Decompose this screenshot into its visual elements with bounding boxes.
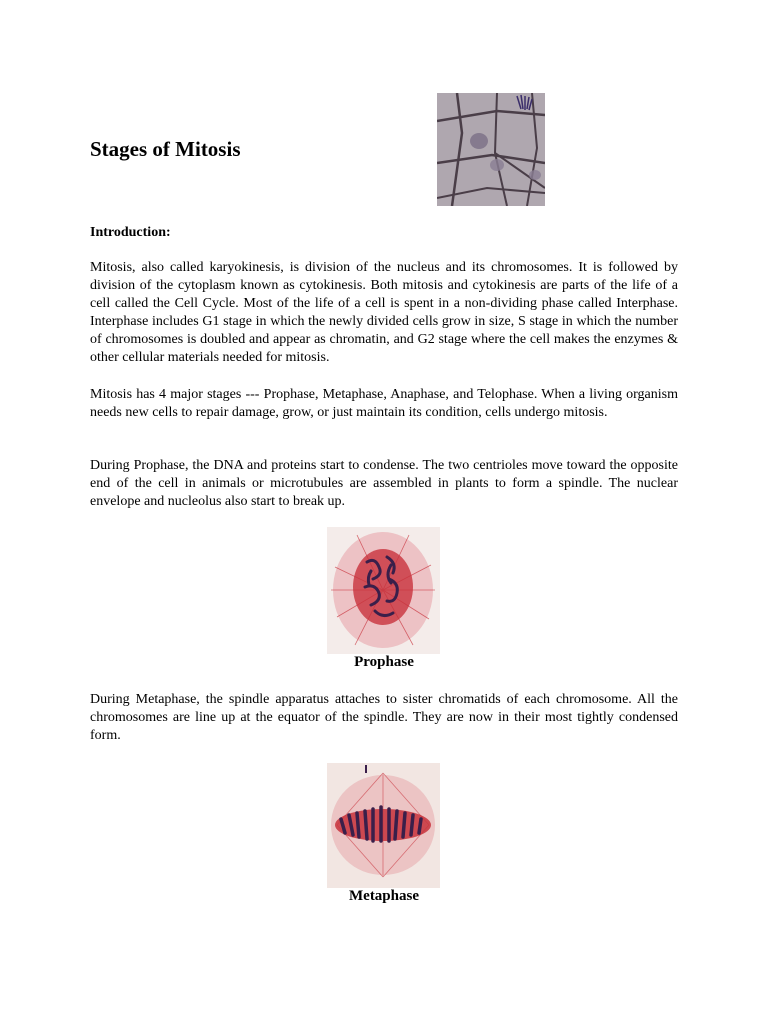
paragraph-prophase: During Prophase, the DNA and proteins start to condense. The two centrioles move toward the opposite end of the cell in animals or microtubules are assembled in plants to form a spindle. The nuclear envelope and nucleolus also start to break up. — [90, 458, 678, 509]
page-title: Stages of Mitosis — [90, 137, 241, 161]
paragraph-stages: Mitosis has 4 major stages --- Prophase, Metaphase, Anaphase, and Telophase. When a living organism needs new cells to repair damage, grow, or just maintain its condition, cells undergo mitosis. — [90, 387, 678, 420]
prophase-image — [327, 527, 440, 654]
paragraph-intro: Mitosis, also called karyokinesis, is division of the nucleus and its chromosomes. It is followed by division of the cytoplasm known as cytokinesis. Both mitosis and cytokinesis are parts of the life of a cell called the Cell Cycle. Most of the life of a cell is spent in a non-dividing phase called Interphase. Interphase includes G1 stage in which the newly divided cells grow in size, S stage in which the number of chromosomes is doubled and appear as chromatin, and G2 stage where the cell makes the enzymes & other cellular materials needed for mitosis. — [90, 260, 678, 365]
section-heading-introduction: Introduction: — [90, 225, 171, 240]
caption-prophase: Prophase — [354, 654, 414, 670]
metaphase-image — [327, 763, 440, 888]
paragraph-metaphase: During Metaphase, the spindle apparatus attaches to sister chromatids of each chromosome. All the chromosomes are line up at the equator of the spindle. They are now in their most tightly condensed form. — [90, 692, 678, 743]
cell-micrograph-image — [437, 93, 545, 206]
caption-metaphase: Metaphase — [349, 888, 419, 904]
